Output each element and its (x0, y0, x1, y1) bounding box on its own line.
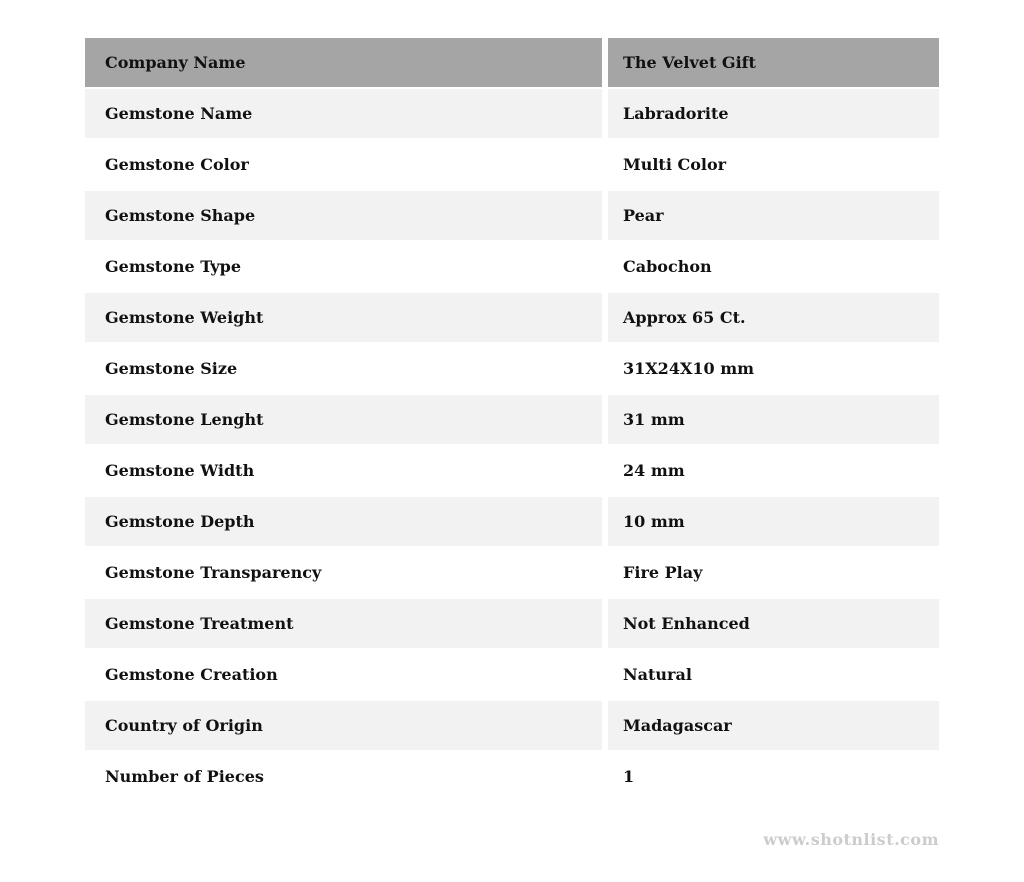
row-label: Gemstone Lenght (85, 395, 602, 444)
table-header-row (85, 38, 939, 87)
table-row (85, 242, 939, 291)
row-value: Labradorite (608, 89, 939, 138)
table-row (85, 752, 939, 801)
row-label: Gemstone Shape (85, 191, 602, 240)
table-row (85, 395, 939, 444)
table-row (85, 548, 939, 597)
row-value: 24 mm (608, 446, 939, 495)
row-label: Number of Pieces (85, 752, 602, 801)
table-row (85, 446, 939, 495)
row-label: Gemstone Type (85, 242, 602, 291)
row-value: Approx 65 Ct. (608, 293, 939, 342)
row-value: Natural (608, 650, 939, 699)
row-label: Gemstone Transparency (85, 548, 602, 597)
row-value: Madagascar (608, 701, 939, 750)
row-value: Pear (608, 191, 939, 240)
row-value: Cabochon (608, 242, 939, 291)
table-row (85, 497, 939, 546)
row-label: Gemstone Weight (85, 293, 602, 342)
table-row (85, 191, 939, 240)
table-body (85, 89, 939, 801)
row-value: Not Enhanced (608, 599, 939, 648)
row-value: 1 (608, 752, 939, 801)
table-row (85, 650, 939, 699)
row-value: 31X24X10 mm (608, 344, 939, 393)
table-row (85, 293, 939, 342)
row-label: Gemstone Color (85, 140, 602, 189)
row-label: Gemstone Treatment (85, 599, 602, 648)
row-value: 10 mm (608, 497, 939, 546)
table-row (85, 701, 939, 750)
table-row (85, 140, 939, 189)
row-label: Gemstone Size (85, 344, 602, 393)
header-label-cell: Company Name (85, 38, 602, 87)
table-row (85, 599, 939, 648)
watermark-url: www.shotnlist.com (763, 830, 939, 849)
row-label: Country of Origin (85, 701, 602, 750)
row-value: Multi Color (608, 140, 939, 189)
header-value-cell: The Velvet Gift (608, 38, 939, 87)
row-label: Gemstone Depth (85, 497, 602, 546)
row-value: 31 mm (608, 395, 939, 444)
row-label: Gemstone Creation (85, 650, 602, 699)
row-label: Gemstone Name (85, 89, 602, 138)
row-label: Gemstone Width (85, 446, 602, 495)
gemstone-spec-table (85, 38, 939, 803)
row-value: Fire Play (608, 548, 939, 597)
table-row (85, 89, 939, 138)
table-row (85, 344, 939, 393)
